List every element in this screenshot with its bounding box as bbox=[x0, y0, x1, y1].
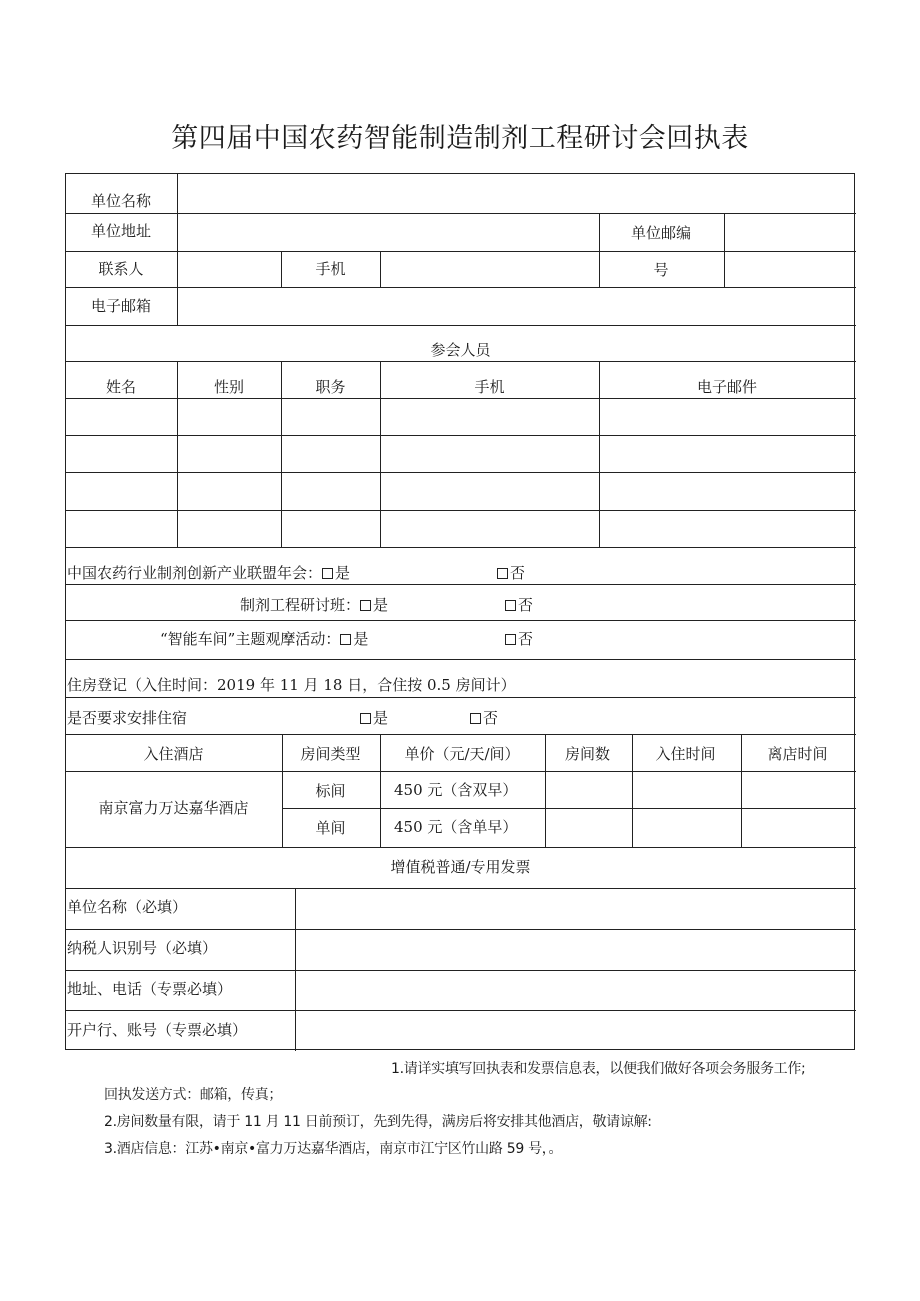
invoice-address-phone-field[interactable] bbox=[296, 970, 853, 1009]
unit-postcode-label: 单位邮编 bbox=[630, 224, 691, 242]
unit-name-field[interactable] bbox=[178, 175, 853, 211]
header-checkin: 入住时间 bbox=[655, 745, 716, 763]
form-title: 第四届中国农药智能制造制剂工程研讨会回执表 bbox=[171, 123, 749, 154]
invoice-title: 增值税普通/专用发票 bbox=[390, 858, 531, 876]
unit-address-label: 单位地址 bbox=[90, 222, 151, 240]
event-smart-workshop bbox=[160, 630, 368, 648]
checkbox-no[interactable] bbox=[497, 568, 508, 579]
room-type-standard: 标间 bbox=[315, 782, 346, 800]
invoice-unit-name-label: 单位名称（必填） bbox=[67, 898, 188, 916]
header-mobile: 手机 bbox=[474, 378, 505, 396]
housing-yes bbox=[360, 709, 388, 727]
event-annual-meeting bbox=[67, 564, 350, 582]
housing-no bbox=[470, 709, 498, 727]
header-hotel: 入住酒店 bbox=[143, 745, 204, 763]
invoice-taxpayer-id-field[interactable] bbox=[296, 929, 853, 968]
note-1: 1.请详实填写回执表和发票信息表，以便我们做好各项会务服务工作; bbox=[391, 1061, 806, 1077]
event-smart-workshop-label: “智能车间”主题观摩活动： bbox=[160, 630, 341, 648]
contact-mobile-label: 手机 bbox=[315, 260, 346, 278]
yes-label: 是 bbox=[373, 709, 389, 727]
checkbox-no[interactable] bbox=[505, 634, 516, 645]
unit-name-label: 单位名称 bbox=[90, 192, 151, 210]
checkbox-yes[interactable] bbox=[360, 600, 371, 611]
yes-label: 是 bbox=[373, 596, 389, 614]
no-label: 否 bbox=[518, 596, 534, 614]
event-workshop-no bbox=[505, 596, 533, 614]
unit-address-field[interactable] bbox=[178, 213, 597, 249]
no-label: 否 bbox=[518, 630, 534, 648]
header-position: 职务 bbox=[315, 378, 346, 396]
event-annual-meeting-label: 中国农药行业制剂创新产业联盟年会： bbox=[67, 564, 323, 582]
event-workshop bbox=[240, 596, 388, 614]
event-smart-workshop-no bbox=[505, 630, 533, 648]
no-label: 否 bbox=[483, 709, 499, 727]
yes-label: 是 bbox=[335, 564, 351, 582]
header-checkout: 离店时间 bbox=[767, 745, 828, 763]
invoice-address-phone-label: 地址、电话（专票必填） bbox=[67, 980, 233, 998]
checkbox-yes[interactable] bbox=[360, 713, 371, 724]
email-label: 电子邮箱 bbox=[90, 297, 151, 315]
attendees-section-title: 参会人员 bbox=[430, 341, 491, 359]
event-annual-meeting-no bbox=[497, 564, 525, 582]
contact-mobile-field[interactable] bbox=[381, 251, 597, 285]
header-email: 电子邮件 bbox=[696, 378, 757, 396]
header-name: 姓名 bbox=[105, 378, 136, 396]
header-price: 单价（元/天/间） bbox=[404, 745, 520, 763]
header-room-type: 房间类型 bbox=[300, 745, 361, 763]
unit-postcode-field[interactable] bbox=[725, 213, 853, 285]
note-3: 3.酒店信息：江苏•南京•富力万达嘉华酒店，南京市江宁区竹山路 59 号，。 bbox=[104, 1141, 563, 1157]
checkbox-yes[interactable] bbox=[340, 634, 351, 645]
invoice-taxpayer-id-label: 纳税人识别号（必填） bbox=[67, 939, 218, 957]
hotel-name: 南京富力万达嘉华酒店 bbox=[98, 799, 249, 817]
housing-need-label: 是否要求安排住宿 bbox=[67, 709, 188, 727]
header-gender: 性别 bbox=[213, 378, 244, 396]
contact-label: 联系人 bbox=[98, 260, 144, 278]
note-send-method: 回执发送方式：邮箱，传真； bbox=[104, 1087, 283, 1103]
invoice-bank-account-field[interactable] bbox=[296, 1011, 853, 1049]
event-workshop-label: 制剂工程研讨班： bbox=[240, 596, 361, 614]
yes-label: 是 bbox=[353, 630, 369, 648]
postcode-label-wrap: 号 bbox=[653, 261, 669, 279]
checkbox-no[interactable] bbox=[505, 600, 516, 611]
note-2: 2.房间数量有限，请于 11 月 11 日前预订，先到先得，满房后将安排其他酒店，敬请谅解: bbox=[104, 1114, 652, 1130]
room-price-single: 450 元（含单早） bbox=[394, 818, 518, 836]
no-label: 否 bbox=[510, 564, 526, 582]
checkbox-yes[interactable] bbox=[322, 568, 333, 579]
room-type-single: 单间 bbox=[315, 819, 346, 837]
email-field[interactable] bbox=[178, 287, 853, 323]
contact-name-field[interactable] bbox=[178, 251, 280, 285]
invoice-unit-name-field[interactable] bbox=[296, 889, 853, 927]
checkbox-no[interactable] bbox=[470, 713, 481, 724]
room-price-standard: 450 元（含双早） bbox=[394, 781, 518, 799]
header-room-count: 房间数 bbox=[564, 745, 610, 763]
invoice-bank-account-label: 开户行、账号（专票必填） bbox=[67, 1021, 248, 1039]
housing-title: 住房登记（入住时间：2019 年 11 月 18 日，合住按 0.5 房间计） bbox=[67, 676, 516, 694]
